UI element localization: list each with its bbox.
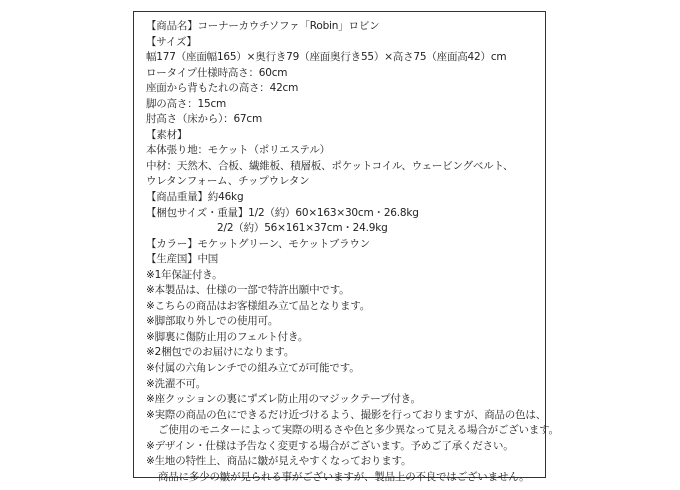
- size-line-low-height: ロータイプ仕様時高さ：60cm: [146, 66, 288, 79]
- package-line-2: 2/2（約）56×161×37cm・24.9kg: [217, 222, 388, 235]
- size-line-arm-height: 肘高さ（床から）：67cm: [146, 113, 263, 126]
- note-felt: ※脚裏に傷防止用のフェルト付き。: [146, 330, 309, 343]
- material-line-cover: 本体張り地：モケット（ポリエステル）: [146, 144, 330, 157]
- material-line-filling-cont: ウレタンフォーム、チップウレタン: [146, 175, 310, 188]
- note-wrinkles-continued: 商品に多少の皺が見られる事がございますが、製品上の不良ではございません。: [158, 470, 530, 483]
- size-heading: 【サイズ】: [146, 35, 197, 48]
- note-delivery: ※2梱包でのお届けになります。: [146, 346, 295, 359]
- note-color: ※実際の商品の色にできるだけ近づけるよう、撮影を行っておりますが、商品の色は、: [146, 408, 546, 421]
- note-patent: ※本製品は、仕様の一部で特許出願中です。: [146, 284, 350, 297]
- size-line-leg-height: 脚の高さ：15cm: [146, 97, 227, 110]
- size-line-back-height: 座面から背もたれの高さ：42cm: [146, 82, 299, 95]
- material-line-filling: 中材：天然木、合板、繊維板、積層板、ポケットコイル、ウェービングベルト、: [146, 159, 514, 172]
- package-line-1: 【梱包サイズ・重量】1/2（約）60×163×30cm・26.8kg: [146, 206, 419, 219]
- note-warranty: ※1年保証付き。: [146, 268, 223, 281]
- color-info: 【カラー】モケットグリーン、モケットブラウン: [146, 237, 370, 250]
- material-heading: 【素材】: [146, 128, 188, 141]
- note-wrinkles: ※生地の特性上、商品に皺が見えやすくなっております。: [146, 455, 412, 468]
- origin-info: 【生産国】中国: [146, 253, 219, 266]
- product-weight: 【商品重量】約46kg: [146, 191, 244, 204]
- note-design-change: ※デザイン・仕様は予告なく変更する場合がございます。予めご了承ください。: [146, 439, 514, 452]
- note-no-wash: ※洗濯不可。: [146, 377, 207, 390]
- product-spec-sheet: [146, 19, 559, 485]
- note-hex-wrench: ※付属の六角レンチでの組み立てが可能です。: [146, 362, 360, 375]
- note-velcro: ※座クッションの裏にずズレ防止用のマジックテープ付き。: [146, 393, 421, 406]
- note-leg-removal: ※脚部取り外しでの使用可。: [146, 315, 279, 328]
- note-assembly: ※こちらの商品はお客様組み立て品となります。: [146, 299, 371, 312]
- size-line-dimensions: 幅177（座面幅165）×奥行き79（座面奥行き55）×高さ75（座面高42）cm: [146, 51, 507, 64]
- note-color-continued: ご使用のモニターによって実際の明るさや色と多少異なって見える場合がございます。: [158, 424, 559, 437]
- product-name: 【商品名】コーナーカウチソファ「Robin」ロビン: [146, 20, 380, 32]
